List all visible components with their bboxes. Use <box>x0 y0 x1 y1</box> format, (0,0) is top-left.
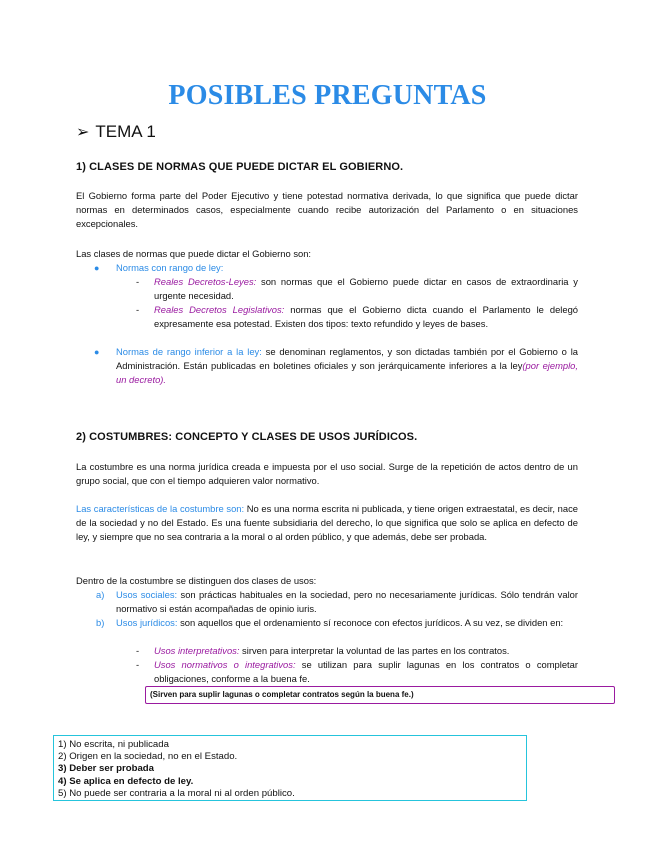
list-marker: b) <box>96 617 105 628</box>
dash-term: Usos interpretativos: <box>154 645 240 656</box>
bullet-normas-rango-ley <box>96 261 578 275</box>
bullet-text: se denominan reglamentos, y son dictadas también por el Gobierno o la Administración. Están publicadas en boletines oficiales y son jerárquicamente inferiores a la ley <box>116 346 578 371</box>
list-text: son aquellos que el ordenamiento sí reconoce con efectos jurídicos. A su vez, se dividen en: <box>177 617 564 628</box>
section1-lead: Las clases de normas que puede dictar el Gobierno son: <box>76 248 312 259</box>
page-title: POSIBLES PREGUNTAS <box>168 80 487 111</box>
dash-term: Reales Decretos Legislativos: <box>154 304 285 315</box>
dash-text: normas que el Gobierno dicta cuando el Parlamento le delegó expresamente esa potestad. Existen dos tipos: texto refundido y leyes de bases. <box>154 304 579 329</box>
dash-item-usos-interpretativos <box>136 644 578 658</box>
summary-line-1: 1) No escrita, ni publicada <box>58 739 169 750</box>
dash-item-usos-normativos <box>136 658 578 686</box>
list-marker: a) <box>96 589 105 600</box>
section2-heading: 2) COSTUMBRES: CONCEPTO Y CLASES DE USOS JURÍDICOS. <box>76 431 418 443</box>
section2-para2 <box>76 502 578 544</box>
dash-marker: - <box>136 304 140 315</box>
list-label: Usos jurídicos: <box>116 617 178 628</box>
section1-intro: El Gobierno forma parte del Poder Ejecutivo y tiene potestad normativa derivada, lo que significa que puede dictar normas en determinados casos, especialmente cuando recibe autorización del Parlamento o en situaciones excepcionales. <box>76 190 578 229</box>
summary-line-2: 2) Origen en la sociedad, no en el Estado. <box>58 751 238 763</box>
bullet-label: Normas de rango inferior a la ley: <box>116 346 262 357</box>
dash-term: Usos normativos o integrativos: <box>154 659 296 670</box>
tema-label: TEMA 1 <box>95 122 156 141</box>
bullet-dot-icon: ● <box>94 347 100 357</box>
list-item-usos-juridicos <box>96 616 578 630</box>
dash-term: Reales Decretos-Leyes: <box>154 276 257 287</box>
dash-marker: - <box>136 276 140 287</box>
summary-line-4: 4) Se aplica en defecto de ley. <box>58 775 194 787</box>
list-item-usos-sociales <box>96 588 578 616</box>
dash-text: son normas que el Gobierno puede dictar en casos de extraordinaria y urgente necesidad. <box>154 276 578 301</box>
characteristics-text: No es una norma escrita ni publicada, y tiene origen extraestatal, es decir, nace de la sociedad y no del Estado. Es una fuente subsidiaria del derecho, lo que significa que solo se aplica en defecto de ley, y siempre que no sea contraria a la moral o al orden público, y que además, debe ser probada. <box>76 503 578 542</box>
bullet-example: (por ejemplo, un decreto). <box>116 360 578 385</box>
dash-marker: - <box>136 645 140 656</box>
summary-line-3: 3) Deber ser probada <box>58 763 154 775</box>
bullet-dot-icon: ● <box>94 263 100 273</box>
section2-para3: Dentro de la costumbre se distinguen dos clases de usos: <box>76 575 317 586</box>
summary-line-5: 5) No puede ser contraria a la moral ni al orden público. <box>58 787 295 799</box>
bullet-normas-rango-inferior <box>96 345 578 387</box>
dash-item-reales-decretos-legislativos <box>136 303 578 331</box>
note-box: (Sirven para suplir lagunas o completar contratos según la buena fe.) <box>145 686 615 704</box>
list-text: son prácticas habituales en la sociedad, pero no necesariamente jurídicas. Sólo tendrán valor normativo si están acompañadas de opinio iuris. <box>116 589 578 614</box>
dash-text: se utilizan para suplir lagunas en los contratos o completar obligaciones, conforme a la buena fe. <box>154 659 578 684</box>
tema-heading <box>76 122 156 142</box>
characteristics-label: Las características de la costumbre son: <box>76 503 245 514</box>
dash-text: sirven para interpretar la voluntad de las partes en los contratos. <box>239 645 510 656</box>
list-label: Usos sociales: <box>116 589 178 600</box>
section1-heading: 1) CLASES DE NORMAS QUE PUEDE DICTAR EL GOBIERNO. <box>76 161 404 173</box>
dash-marker: - <box>136 659 140 670</box>
dash-item-reales-decretos-leyes <box>136 275 578 303</box>
bullet-label: Normas con rango de ley: <box>116 262 224 273</box>
summary-box <box>53 735 527 801</box>
section2-para1: La costumbre es una norma jurídica creada e impuesta por el uso social. Surge de la repetición de actos dentro de un grupo social, que con el tiempo adquieren valor normativo. <box>76 461 578 486</box>
arrow-bullet-icon: ➢ <box>76 124 90 141</box>
